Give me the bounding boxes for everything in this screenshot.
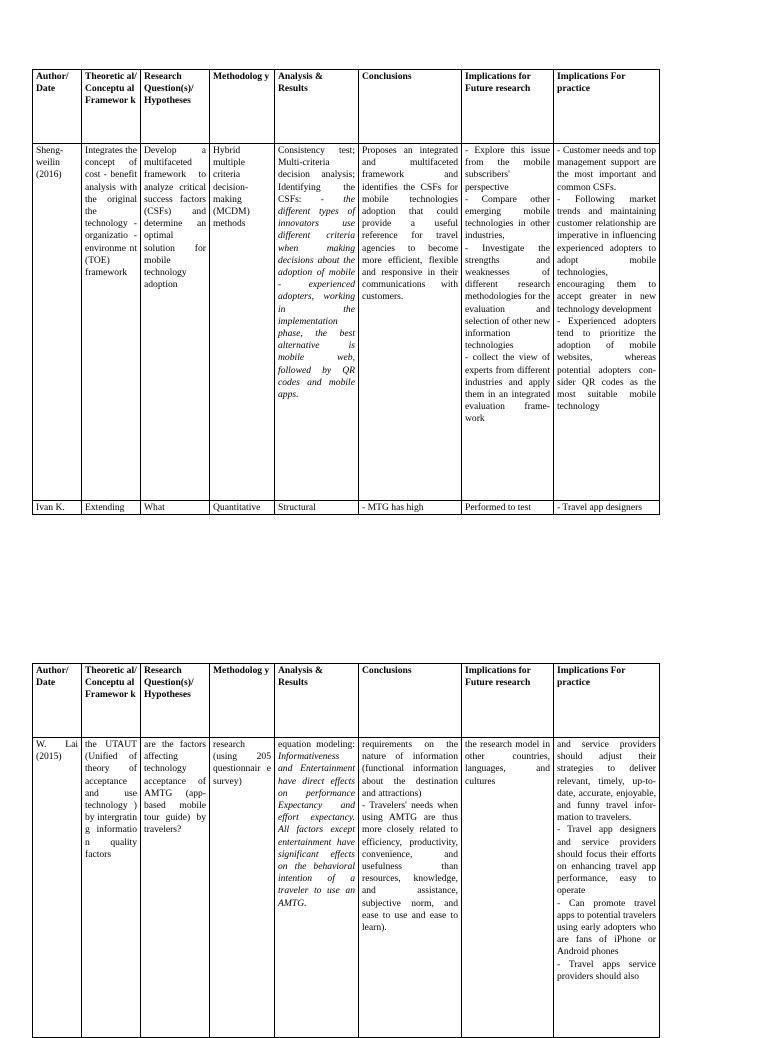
header-theoretical-framework: Theoretic al/ Conceptu al Framewor k: [82, 664, 141, 738]
table-row: [33, 501, 660, 515]
cell-future-research: - Explore this issue from the mobile subscribers' perspective - Compare other emerging mobile technologies in other industries, - Investigate the strengths and weaknesses of different research methodologies for the evaluation and selection of other new information technologies - collect the view of experts from different industries and apply them in an integrated evaluation frame-work: [462, 144, 554, 501]
cell-author: W. Lai (2015): [33, 738, 82, 1038]
header-research-questions: Research Question(s)/ Hypotheses: [141, 664, 210, 738]
cell-practice: and service providers should adjust their strategies to deliver relevant, timely, up-to-date, accurate, enjoyable, and funny travel infor-mation to travelers. - Travel app designers and service providers should focus their efforts on enhancing travel app performance, easy to operate - Can promote travel apps to potential travelers using early adopters who are fans of iPhone or Android phones - Travel apps service providers should also: [554, 738, 660, 1038]
cell-author: Sheng-weilin (2016): [33, 144, 82, 501]
table-row: [33, 144, 660, 501]
table-row: [33, 738, 660, 1038]
literature-table-bottom: [32, 663, 660, 1038]
analysis-text: Consistency test; Multi-criteria decision analysis; Identifying the CSFs:: [278, 145, 355, 205]
header-methodology: Methodolog y: [210, 70, 275, 144]
header-conclusions: Conclusions: [359, 70, 462, 144]
cell-practice: - Customer needs and top management support are the most important and common CSFs. - Following market trends and maintaining customer relationship are imperative in influencing experienced adopters to adopt mobile technologies, encouraging them to accept greater in new technology development - Experienced adopters tend to prioritize the adoption of mobile websites, whereas potential adopters con-sider QR codes as the most suitable mobile technology: [554, 144, 660, 501]
cell-conclusions: requirements on the nature of information (functional information about the destination and attractions) - Travelers' needs when using AMTG are thus more closely related to efficiency, productivity, convenience, and usefulness than resources, knowledge, and assistance, subjective norm, and ease to use and ease to learn).: [359, 738, 462, 1038]
analysis-text: equation modeling:: [278, 739, 355, 750]
cell-questions: What: [141, 501, 210, 515]
header-author-date: Author/ Date: [33, 70, 82, 144]
cell-analysis: Structural: [275, 501, 359, 515]
header-row: [33, 664, 660, 738]
cell-analysis: [275, 738, 359, 1038]
analysis-findings: - the different types of innovators use different criteria when making decisions about the adoption of mobile - experienced adopters, working in the implementation phase, the best alternative is mobile web, followed by QR codes and mobile apps.: [278, 193, 355, 401]
cell-theory: Extending: [82, 501, 141, 515]
cell-questions: Develop a multifaceted framework to analyze critical success factors (CSFs) and determine an optimal solution for mobile technology adoption: [141, 144, 210, 501]
header-row: [33, 70, 660, 144]
cell-conclusions: Proposes an integrated and multifaceted framework and identifies the CSFs for mobile technologies adoption that could provide a useful reference for travel agencies to become more efficient, flexible and responsive in their communications with customers.: [359, 144, 462, 501]
cell-analysis: [275, 144, 359, 501]
header-implications-practice: Implications For practice: [554, 664, 660, 738]
cell-future-research: Performed to test: [462, 501, 554, 515]
cell-conclusions: - MTG has high: [359, 501, 462, 515]
header-implications-future: Implications for Future research: [462, 664, 554, 738]
cell-practice: - Travel app designers: [554, 501, 660, 515]
cell-questions: are the factors affecting technology acceptance of AMTG (app-based mobile tour guide) by travelers?: [141, 738, 210, 1038]
analysis-findings: Informativeness and Entertainment have direct effects on performance Expectancy and effort expectancy. All factors except entertainment have significant effects on the behavioral intention of a traveler to use an AMTG.: [278, 751, 355, 909]
cell-method: research (using 205 questionnair e survey): [210, 738, 275, 1038]
header-analysis-results: Analysis & Results: [275, 664, 359, 738]
cell-theory: Integrates the concept of cost - benefit analysis with the original the technology - organizatio - environme nt (TOE) framework: [82, 144, 141, 501]
cell-theory: the UTAUT (Unified of theory of acceptance and use technology ) by intergratin g informatio n quality factors: [82, 738, 141, 1038]
cell-method: Quantitative: [210, 501, 275, 515]
cell-method: Hybrid multiple criteria decision-making (MCDM) methods: [210, 144, 275, 501]
header-research-questions: Research Question(s)/ Hypotheses: [141, 70, 210, 144]
header-author-date: Author/ Date: [33, 664, 82, 738]
header-implications-practice: Implications For practice: [554, 70, 660, 144]
header-theoretical-framework: Theoretic al/ Conceptu al Framewor k: [82, 70, 141, 144]
header-methodology: Methodolog y: [210, 664, 275, 738]
header-conclusions: Conclusions: [359, 664, 462, 738]
header-analysis-results: Analysis & Results: [275, 70, 359, 144]
cell-author: Ivan K.: [33, 501, 82, 515]
header-implications-future: Implications for Future research: [462, 70, 554, 144]
cell-future-research: the research model in other countries, languages, and cultures: [462, 738, 554, 1038]
literature-table-top: [32, 69, 660, 515]
